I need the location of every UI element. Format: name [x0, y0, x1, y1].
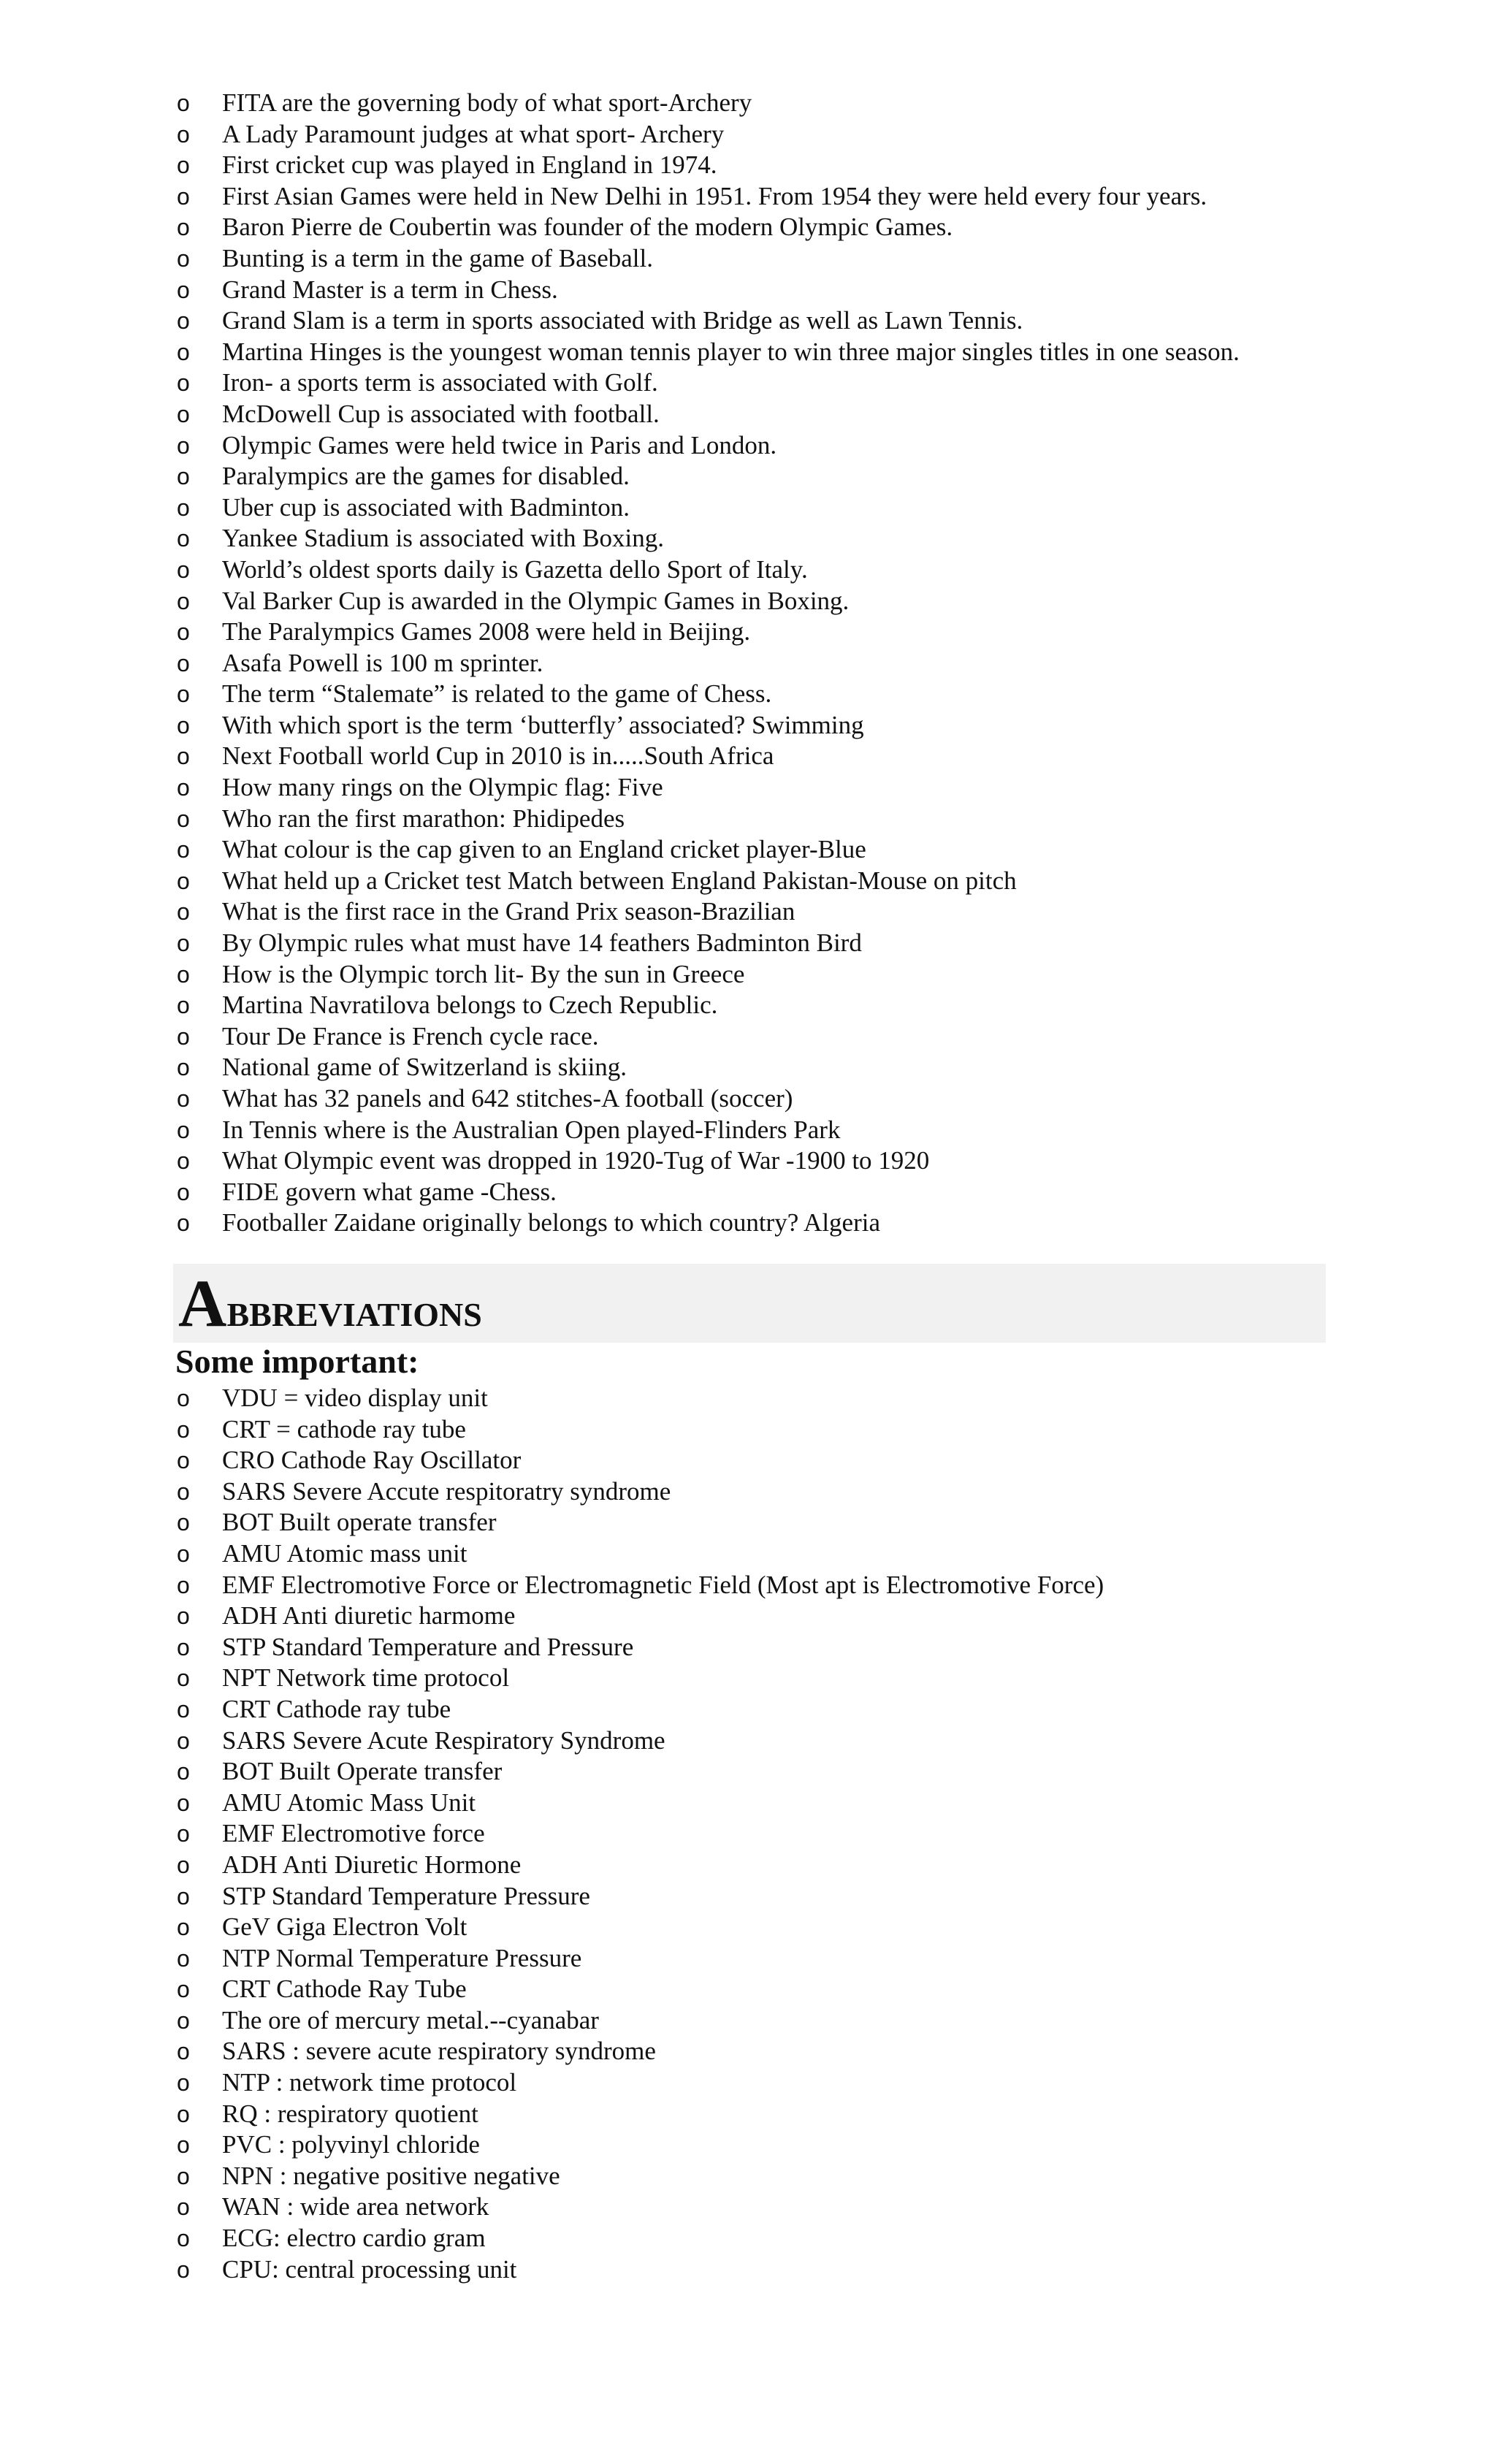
- sports-fact-item-text: What has 32 panels and 642 stitches-A football (soccer): [222, 1084, 793, 1113]
- sports-fact-item-text: Martina Navratilova belongs to Czech Republic.: [222, 991, 718, 1020]
- bullet-icon: o: [177, 152, 190, 179]
- bullet-icon: o: [177, 1758, 190, 1785]
- bullet-icon: o: [177, 1116, 190, 1143]
- bullet-icon: o: [177, 1148, 190, 1175]
- bullet-icon: o: [177, 245, 190, 272]
- bullet-icon: o: [177, 1086, 190, 1112]
- sports-fact-item-text: Iron- a sports term is associated with Golf.: [222, 368, 658, 397]
- abbreviation-item-text: BOT Built Operate transfer: [222, 1757, 503, 1786]
- bullet-icon: o: [177, 1178, 190, 1205]
- bullet-icon: o: [177, 463, 190, 490]
- sports-fact-item-text: How is the Olympic torch lit- By the sun in Greece: [222, 959, 745, 988]
- abbreviation-item-text: CRT Cathode Ray Tube: [222, 1975, 467, 2004]
- abbreviation-item-text: VDU = video display unit: [222, 1384, 488, 1412]
- abbreviation-item: [175, 1538, 1373, 1570]
- sports-fact-item-text: With which sport is the term ‘butterfly’ associated? Swimming: [222, 710, 864, 739]
- sports-fact-item: [175, 679, 1373, 710]
- sports-fact-item-text: Who ran the first marathon: Phidipedes: [222, 804, 625, 833]
- abbreviation-item: [175, 2067, 1373, 2099]
- sports-fact-item-text: FITA are the governing body of what sport-Archery: [222, 88, 752, 117]
- sports-fact-item-text: Tour De France is French cycle race.: [222, 1021, 599, 1050]
- sports-fact-item: [175, 928, 1373, 959]
- abbreviation-item: [175, 1850, 1373, 1881]
- bullet-icon: o: [177, 525, 190, 552]
- bullet-icon: o: [177, 2100, 190, 2127]
- sports-fact-item: [175, 243, 1373, 275]
- abbreviation-item: [175, 2036, 1373, 2067]
- bullet-icon: o: [177, 743, 190, 770]
- section-title-initial: A: [178, 1266, 227, 1340]
- bullet-icon: o: [177, 2070, 190, 2097]
- sports-fact-item: [175, 959, 1373, 991]
- bullet-icon: o: [177, 1385, 190, 1411]
- bullet-icon: o: [177, 494, 190, 521]
- bullet-icon: o: [177, 681, 190, 708]
- abbreviation-item: [175, 1943, 1373, 1975]
- abbreviation-item-text: STP Standard Temperature Pressure: [222, 1881, 590, 1910]
- sports-fact-item: [175, 1208, 1373, 1239]
- bullet-icon: o: [177, 2132, 190, 2159]
- section-title: [178, 1266, 482, 1340]
- sports-fact-item-text: The Paralympics Games 2008 were held in Beijing.: [222, 617, 751, 646]
- abbreviation-item-text: GeV Giga Electron Volt: [222, 1912, 468, 1942]
- abbreviation-item-text: SARS Severe Acute Respiratory Syndrome: [222, 1725, 665, 1755]
- sports-fact-item-text: First cricket cup was played in England in 1974.: [222, 150, 717, 180]
- bullet-icon: o: [177, 1914, 190, 1941]
- sports-fact-item-text: Asafa Powell is 100 m sprinter.: [222, 648, 543, 677]
- sports-fact-item: [175, 617, 1373, 648]
- bullet-icon: o: [177, 400, 190, 427]
- sports-fact-item-text: First Asian Games were held in New Delhi in 1951. From 1954 they were held every four years.: [222, 181, 1207, 210]
- bullet-icon: o: [177, 556, 190, 583]
- abbreviation-item: [175, 1601, 1373, 1632]
- bullet-icon: o: [177, 930, 190, 957]
- bullet-icon: o: [177, 276, 190, 303]
- sports-fact-item: [175, 804, 1373, 835]
- sports-fact-item: [175, 367, 1373, 399]
- abbreviation-item-text: CRO Cathode Ray Oscillator: [222, 1446, 522, 1475]
- bullet-icon: o: [177, 1633, 190, 1660]
- bullet-icon: o: [177, 587, 190, 614]
- bullet-icon: o: [177, 214, 190, 241]
- bullet-icon: o: [177, 805, 190, 832]
- sports-fact-item-text: By Olympic rules what must have 14 feathers Badminton Bird: [222, 928, 862, 958]
- sports-fact-item-text: World’s oldest sports daily is Gazetta dello Sport of Italy.: [222, 554, 808, 584]
- bullet-icon: o: [177, 1416, 190, 1443]
- bullet-icon: o: [177, 432, 190, 459]
- sports-fact-item-text: In Tennis where is the Australian Open played-Flinders Park: [222, 1115, 841, 1144]
- section-subheading: Some important:: [175, 1343, 419, 1380]
- bullet-icon: o: [177, 899, 190, 926]
- sports-fact-item: [175, 866, 1373, 897]
- sports-fact-item-text: Uber cup is associated with Badminton.: [222, 492, 630, 522]
- bullet-icon: o: [177, 712, 190, 739]
- sports-fact-item-text: How many rings on the Olympic flag: Five: [222, 773, 663, 802]
- bullet-icon: o: [177, 90, 190, 116]
- abbreviation-item-text: EMF Electromotive force: [222, 1819, 485, 1848]
- abbreviation-item: [175, 2099, 1373, 2130]
- abbreviation-item: [175, 2223, 1373, 2254]
- sports-fact-item-text: Next Football world Cup in 2010 is in.....South Africa: [222, 741, 774, 771]
- bullet-icon: o: [177, 121, 190, 148]
- abbreviation-item: [175, 1632, 1373, 1663]
- abbreviation-item: [175, 1788, 1373, 1819]
- abbreviation-item-text: EMF Electromotive Force or Electromagnetic Field (Most apt is Electromotive Force): [222, 1570, 1104, 1599]
- abbreviation-item-text: ECG: electro cardio gram: [222, 2224, 486, 2253]
- bullet-icon: o: [177, 1665, 190, 1692]
- abbreviation-item: [175, 1725, 1373, 1757]
- sports-fact-item: [175, 119, 1373, 150]
- sports-fact-item: [175, 772, 1373, 804]
- sports-fact-item-text: What Olympic event was dropped in 1920-Tug of War -1900 to 1920: [222, 1146, 930, 1175]
- sports-fact-item: [175, 586, 1373, 617]
- sports-fact-item: [175, 1177, 1373, 1208]
- bullet-icon: o: [177, 649, 190, 676]
- sports-fact-item-text: Grand Master is a term in Chess.: [222, 275, 558, 304]
- section-title-rest: BBREVIATIONS: [226, 1296, 482, 1333]
- sports-fact-item: [175, 554, 1373, 586]
- sports-fact-item-text: What colour is the cap given to an England cricket player-Blue: [222, 835, 866, 864]
- sports-fact-item-text: FIDE govern what game -Chess.: [222, 1177, 557, 1206]
- sports-fact-item: [175, 181, 1373, 213]
- bullet-icon: o: [177, 1696, 190, 1723]
- bullet-icon: o: [177, 2194, 190, 2221]
- bullet-icon: o: [177, 1945, 190, 1972]
- abbreviation-item-text: CRT Cathode ray tube: [222, 1694, 451, 1723]
- sports-fact-item-text: The term “Stalemate” is related to the game of Chess.: [222, 679, 772, 709]
- sports-fact-item: [175, 523, 1373, 554]
- abbreviation-item-text: STP Standard Temperature and Pressure: [222, 1632, 634, 1661]
- abbreviation-item: [175, 1974, 1373, 2005]
- bullet-icon: o: [177, 308, 190, 335]
- abbreviation-item-text: SARS Severe Accute respitoratry syndrome: [222, 1476, 671, 1506]
- bullet-icon: o: [177, 370, 190, 397]
- sports-fact-item-text: Bunting is a term in the game of Baseball.: [222, 243, 654, 272]
- sports-fact-item: [175, 1083, 1373, 1115]
- abbreviation-item-text: NPN : negative positive negative: [222, 2161, 560, 2190]
- abbreviation-item-text: NTP : network time protocol: [222, 2068, 517, 2097]
- abbreviation-item: [175, 1881, 1373, 1912]
- bullet-icon: o: [177, 836, 190, 863]
- bullet-icon: o: [177, 1727, 190, 1754]
- bullet-icon: o: [177, 2007, 190, 2034]
- sports-fact-item-text: Baron Pierre de Coubertin was founder of the modern Olympic Games.: [222, 213, 953, 242]
- abbreviation-item-text: ADH Anti Diuretic Hormone: [222, 1850, 522, 1879]
- bullet-icon: o: [177, 1054, 190, 1081]
- sports-fact-item: [175, 150, 1373, 181]
- abbreviation-item: [175, 1476, 1373, 1508]
- abbreviation-item-text: NPT Network time protocol: [222, 1663, 510, 1693]
- abbreviation-item-text: AMU Atomic mass unit: [222, 1538, 468, 1568]
- sports-fact-item: [175, 741, 1373, 772]
- abbreviation-item: [175, 1570, 1373, 1601]
- bullet-icon: o: [177, 1509, 190, 1536]
- sports-fact-item: [175, 430, 1373, 462]
- abbreviation-item: [175, 1694, 1373, 1725]
- sports-fact-item-text: Yankee Stadium is associated with Boxing.: [222, 524, 665, 553]
- bullet-icon: o: [177, 1976, 190, 2003]
- bullet-icon: o: [177, 1789, 190, 1816]
- sports-fact-item-text: Footballer Zaidane originally belongs to which country? Algeria: [222, 1208, 881, 1237]
- abbreviation-item-text: WAN : wide area network: [222, 2192, 489, 2221]
- abbreviation-item: [175, 2129, 1373, 2161]
- sports-fact-item: [175, 896, 1373, 928]
- bullet-icon: o: [177, 2162, 190, 2189]
- sports-fact-item: [175, 399, 1373, 430]
- bullet-icon: o: [177, 2225, 190, 2252]
- bullet-icon: o: [177, 1447, 190, 1474]
- sports-fact-item: [175, 305, 1373, 337]
- sports-fact-item: [175, 461, 1373, 492]
- sports-fact-item: [175, 1145, 1373, 1177]
- abbreviation-item-text: RQ : respiratory quotient: [222, 2099, 478, 2128]
- bullet-icon: o: [177, 1210, 190, 1237]
- sports-fact-item-text: Paralympics are the games for disabled.: [222, 462, 630, 491]
- bullet-icon: o: [177, 1478, 190, 1505]
- sports-fact-item: [175, 88, 1373, 119]
- abbreviation-item: [175, 1445, 1373, 1476]
- abbreviation-item-text: ADH Anti diuretic harmome: [222, 1601, 516, 1630]
- sports-fact-item-text: What is the first race in the Grand Prix season-Brazilian: [222, 897, 795, 926]
- sports-fact-item: [175, 648, 1373, 679]
- abbreviation-item-text: NTP Normal Temperature Pressure: [222, 1943, 582, 1972]
- sports-fact-item: [175, 1115, 1373, 1146]
- abbreviation-item: [175, 1383, 1373, 1414]
- bullet-icon: o: [177, 2038, 190, 2065]
- abbreviation-item-text: PVC : polyvinyl chloride: [222, 2130, 480, 2159]
- sports-fact-item: [175, 1052, 1373, 1083]
- bullet-icon: o: [177, 774, 190, 801]
- sports-fact-item-text: What held up a Cricket test Match between England Pakistan-Mouse on pitch: [222, 866, 1017, 895]
- bullet-icon: o: [177, 619, 190, 646]
- bullet-icon: o: [177, 338, 190, 365]
- sports-fact-item-text: McDowell Cup is associated with football.: [222, 399, 660, 428]
- abbreviation-item: [175, 2161, 1373, 2192]
- abbreviation-item: [175, 2254, 1373, 2286]
- bullet-icon: o: [177, 1571, 190, 1598]
- bullet-icon: o: [177, 1023, 190, 1050]
- abbreviation-item: [175, 1756, 1373, 1788]
- sports-fact-item: [175, 275, 1373, 306]
- abbreviation-item-text: BOT Built operate transfer: [222, 1508, 497, 1537]
- sports-fact-item-text: A Lady Paramount judges at what sport- Archery: [222, 119, 725, 148]
- bullet-icon: o: [177, 2256, 190, 2283]
- bullet-icon: o: [177, 183, 190, 210]
- abbreviation-item-text: CRT = cathode ray tube: [222, 1414, 466, 1443]
- sports-fact-item: [175, 710, 1373, 741]
- abbreviation-item-text: SARS : severe acute respiratory syndrome: [222, 2037, 656, 2066]
- abbreviation-item-text: The ore of mercury metal.--cyanabar: [222, 2005, 599, 2034]
- sports-fact-item-text: Martina Hinges is the youngest woman tennis player to win three major singles titles in one season.: [222, 337, 1240, 366]
- bullet-icon: o: [177, 1883, 190, 1910]
- bullet-icon: o: [177, 961, 190, 988]
- abbreviation-item: [175, 1818, 1373, 1850]
- bullet-icon: o: [177, 1851, 190, 1878]
- abbreviation-item: [175, 1663, 1373, 1694]
- sports-fact-item-text: Val Barker Cup is awarded in the Olympic Games in Boxing.: [222, 586, 850, 615]
- abbreviation-item-text: AMU Atomic Mass Unit: [222, 1788, 476, 1817]
- abbreviation-item: [175, 1912, 1373, 1943]
- sports-fact-item: [175, 1021, 1373, 1053]
- bullet-icon: o: [177, 867, 190, 894]
- abbreviations-list: [175, 1383, 1373, 2285]
- sports-fact-item-text: Olympic Games were held twice in Paris and London.: [222, 430, 777, 459]
- sports-fact-item: [175, 990, 1373, 1021]
- sports-fact-item-text: Grand Slam is a term in sports associated with Bridge as well as Lawn Tennis.: [222, 306, 1023, 335]
- abbreviation-item: [175, 2192, 1373, 2223]
- bullet-icon: o: [177, 1540, 190, 1567]
- bullet-icon: o: [177, 1603, 190, 1630]
- abbreviation-item: [175, 1414, 1373, 1446]
- sports-fact-item: [175, 834, 1373, 866]
- sports-fact-item-text: National game of Switzerland is skiing.: [222, 1053, 627, 1082]
- bullet-icon: o: [177, 1820, 190, 1847]
- bullet-icon: o: [177, 992, 190, 1019]
- sports-fact-item: [175, 337, 1373, 368]
- abbreviation-item: [175, 1507, 1373, 1538]
- sports-fact-item: [175, 212, 1373, 243]
- abbreviation-item: [175, 2005, 1373, 2037]
- abbreviation-item-text: CPU: central processing unit: [222, 2254, 517, 2284]
- sports-fact-item: [175, 492, 1373, 524]
- sports-facts-list: [175, 88, 1373, 1239]
